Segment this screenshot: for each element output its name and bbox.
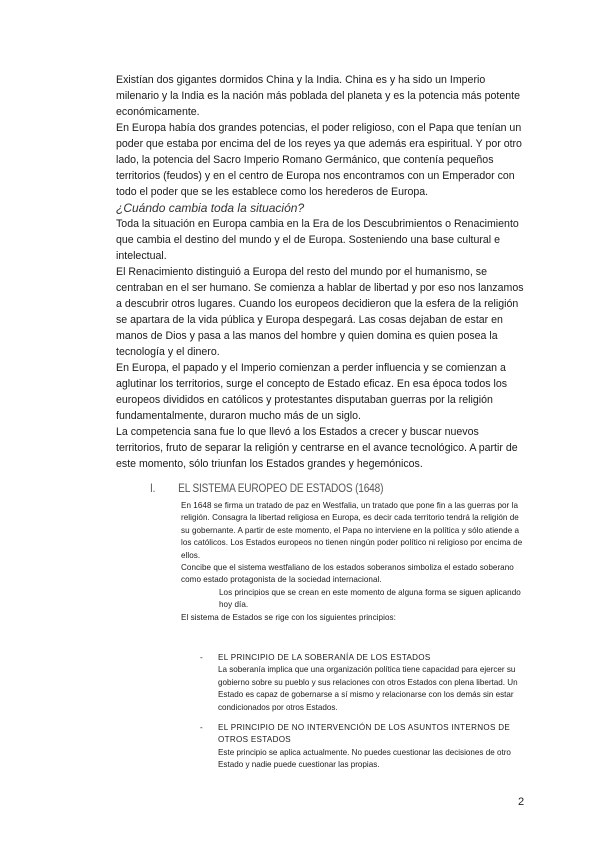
section-paragraph-concibe: Concibe que el sistema westfaliano de los estados soberanos simboliza el estado soberano como estado protagonista de la sociedad internacional. xyxy=(181,563,514,585)
section-paragraph-westfalia: En 1648 se firma un tratado de paz en Westfalia, un tratado que pone fin a las guerras por la religión. Consagra la libertad religiosa en Europa, es decir cada territorio tendrá la religión de su gobernante. A partir de este momento, el Papa no interviene en la política y sólo atiende a los católicos. Los Estados europeos no tienen ningún poder político ni religioso por encima de ellos. xyxy=(181,501,523,560)
paragraph-potencias: En Europa había dos grandes potencias, el poder religioso, con el Papa que tenían un poder que estaba por encima del de los reyes ya que además era espiritual. Y por otro lado, la potencia del Sacro Imperio Romano Germánico, que contenía pequeños territorios (feudos) y en el centro de Europa nos encontramos con un Emperador con todo el poder que se les establece como los herederos de Europa. xyxy=(116,122,522,198)
list-dash: - xyxy=(200,653,203,662)
paragraph-competencia: La competencia sana fue lo que llevó a los Estados a crecer y buscar nuevos territorios, fruto de separar la religión y centrarse en el avance tecnológico. A partir de este momento, sólo triunfan los Estados grandes y hegemónicos. xyxy=(116,426,518,470)
section-heading xyxy=(150,483,383,495)
section-paragraph-sistema: El sistema de Estados se rige con los siguientes principios: xyxy=(181,612,396,622)
section-paragraph-principios: Los principios que se crean en este momento de alguna forma se siguen aplicando hoy día. xyxy=(219,587,521,610)
principle-title: EL PRINCIPIO DE LA SOBERANÍA DE LOS ESTADOS xyxy=(218,653,431,662)
paragraph-gigantes: Existían dos gigantes dormidos China y la India. China es y ha sido un Imperio milenario y la India es la nación más poblada del planeta y es la potencia más potente económicamente. xyxy=(116,74,520,118)
page-number: 2 xyxy=(518,796,525,808)
paragraph-renacimiento: El Renacimiento distinguió a Europa del resto del mundo por el humanismo, se centraban en el ser humano. Se comienza a hablar de libertad y por eso nos lanzamos a descubrir otros lugares. Cuando los europeos decidieron que la esfera de la religión se apartara de la vida pública y Europa despegará. Las cosas dejaban de estar en manos de Dios y pasa a las manos del hombre y quien domina es quien posea la tecnología y el dinero. xyxy=(116,266,524,358)
paragraph-situacion: Toda la situación en Europa cambia en la Era de los Descubrimientos o Renacimiento que cambia el destino del mundo y el de Europa. Sosteniendo una base cultural e intelectual. xyxy=(116,218,519,262)
question-heading: ¿Cuándo cambia toda la situación? xyxy=(116,201,305,215)
list-dash: - xyxy=(200,723,203,732)
principle-text: Este principio se aplica actualmente. No puedes cuestionar las decisiones de otro Estado y nadie puede cuestionar las propias. xyxy=(218,747,511,770)
section-body xyxy=(181,500,529,624)
section-number: I. xyxy=(150,483,156,495)
intro-text-block xyxy=(116,72,528,472)
paragraph-papado: En Europa, el papado y el Imperio comienzan a perder influencia y se comienzan a aglutinar los territorios, surge el concepto de Estado eficaz. En esa época todos los europeos divididos en católicos y protestantes disputaban guerras por la religión fundamentalmente, duraron mucho más de un siglo. xyxy=(116,362,508,422)
principle-text: La soberanía implica que una organización política tiene capacidad para ejercer su gobierno sobre su pueblo y sus relaciones con otros Estados con plena libertad. Un Estado es capaz de gobernarse a sí mismo y relacionarse con los demás sin estar condicionados por otros Estados. xyxy=(218,665,518,712)
section-title: EL SISTEMA EUROPEO DE ESTADOS (1648) xyxy=(178,483,384,495)
principle-title: EL PRINCIPIO DE NO INTERVENCIÓN DE LOS ASUNTOS INTERNOS DE OTROS ESTADOS xyxy=(218,723,511,745)
